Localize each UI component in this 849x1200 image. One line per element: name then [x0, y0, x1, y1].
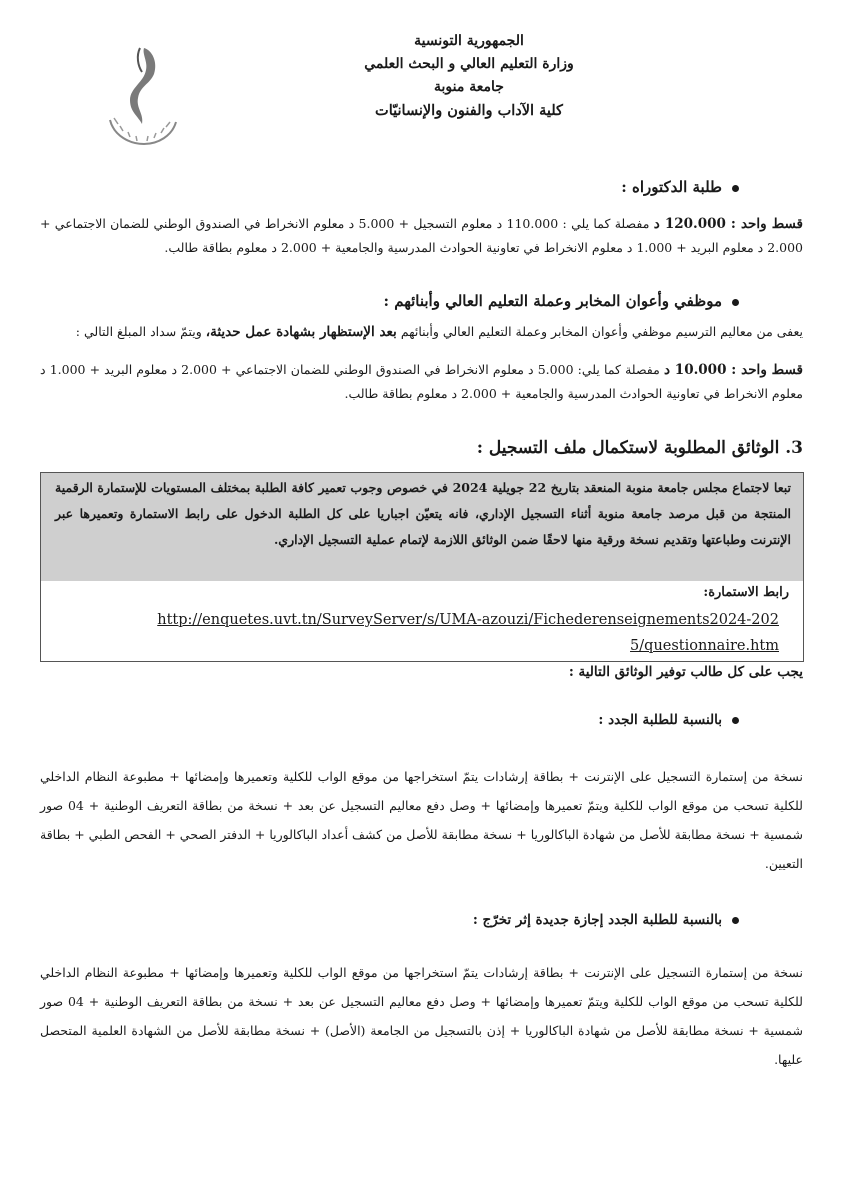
staff-heading-text: موظفي وأعوان المخابر وعملة التعليم العالي وأبنائهم : — [383, 292, 722, 310]
new-students-docs: نسخة من إستمارة التسجيل على الإنترنت + بطاقة إرشادات يتمّ استخراجها من موقع الواب للكلية وتعميرها وإمضائها + مطبوعة النظام الداخلي للكلية تسحب من موقع الواب للكلية ويتمّ تعميرها وإمضائها + وصل دفع معاليم التسجيل عن بعد + نسخة من بطاقة التعريف الوطنية + 04 صور شمسية + نسخة مطابقة للأصل من شهادة الباكالوريا + نسخة مطابقة للأصل من كشف أعداد الباكالوريا + الدفتر الصحي + الفحص الطبي + بطاقة التعيين. — [40, 769, 803, 871]
new-students-heading-text: بالنسبة للطلبة الجدد : — [598, 712, 722, 728]
letterhead — [339, 30, 599, 122]
ministry-name: وزارة التعليم العالي و البحث العلمي — [364, 56, 574, 72]
university-logo — [100, 40, 185, 150]
required-docs-intro: يجب على كل طالب توفير الوثائق التالية : — [568, 664, 803, 680]
doctorate-fees — [40, 212, 803, 260]
form-link-label: رابط الاستمارة: — [703, 585, 789, 600]
new-graduates-heading — [473, 912, 739, 928]
staff-intro-end: ويتمّ سداد المبلغ التالي : — [75, 324, 202, 339]
new-graduates-heading-text: بالنسبة للطلبة الجدد إجازة جديدة إثر تخرّج : — [472, 912, 722, 928]
doctorate-heading — [621, 178, 739, 196]
bullet-icon — [732, 185, 739, 192]
bullet-icon — [732, 299, 739, 306]
faculty-name: كلية الآداب والفنون والإنسانيّات — [375, 102, 563, 119]
staff-intro-bold: بعد الإستظهار بشهادة عمل حديثة، — [205, 324, 397, 340]
bullet-icon — [732, 717, 739, 724]
staff-fees — [40, 358, 803, 406]
doctorate-heading-text: طلبة الدكتوراه : — [621, 178, 722, 196]
staff-intro — [40, 320, 803, 344]
new-graduates-docs: نسخة من إستمارة التسجيل على الإنترنت + بطاقة إرشادات يتمّ استخراجها من موقع الواب للكلية وتعميرها وإمضائها + مطبوعة النظام الداخلي للكلية تسحب من موقع الواب للكلية ويتمّ تعميرها وإمضائها + وصل دفع معاليم التسجيل عن بعد + نسخة من بطاقة التعريف الوطنية + 04 صور شمسية + نسخة مطابقة للأصل من شهادة الباكالوريا + إذن بالتسجيل من الجامعة (الأصل) + نسخة مطابقة للأصل من الشهادة العلمية المتحصل عليها. — [40, 965, 804, 1067]
new-students-heading — [598, 712, 739, 728]
republic-name: الجمهورية التونسية — [414, 33, 524, 49]
notice-text: تبعا لاجتماع مجلس جامعة منوبة المنعقد بتاريخ 22 جويلية 2024 في خصوص وجوب تعمير كافة الطلبة بمختلف المستويات للإستمارة الرقمية المنتجة من قبل مرصد جامعة منوبة أثناء التسجيل الإداري، فانه يتعيّن اجباريا على كل الطلبة الدخول على رابط الاستمارة وتعميرها عبر الإنترنت وطباعتها وتقديم نسخة ورقية منها لاحقًا ضمن الوثائق اللازمة لإتمام عملية التسجيل الإداري. — [55, 480, 792, 547]
doctorate-details: مفصلة كما يلي : 110.000 د معلوم التسجيل + 5.000 د معلوم الانخراط في الصندوق الوطني للضمان الاجتماعي + 2.000 د معلوم البريد + 1.000 د معلوم الانخراط في تعاونية الحوادث المدرسية والجامعية + 2.000 د معلوم بطاقة طالب. — [40, 216, 803, 255]
form-link[interactable]: http://enquetes.uvt.tn/SurveyServer/s/UMA-azouzi/Fichederenseignements2024-2025/questionnaire.htm — [157, 612, 779, 654]
section-title: 3. الوثائق المطلوبة لاستكمال ملف التسجيل : — [476, 438, 803, 458]
staff-intro-text: يعفى من معاليم الترسيم موظفي وأعوان المخابر وعملة التعليم العالي وأبنائهم — [400, 324, 803, 339]
notice-box — [40, 472, 804, 662]
university-name: جامعة منوبة — [434, 79, 504, 95]
doctorate-lead: قسط واحد : 120.000 د — [653, 216, 803, 232]
staff-lead: قسط واحد : 10.000 د — [663, 362, 803, 378]
staff-heading — [383, 292, 739, 310]
bullet-icon — [732, 917, 739, 924]
staff-details: مفصلة كما يلي: 5.000 د معلوم الانخراط في الصندوق الوطني للضمان الاجتماعي + 2.000 د معلوم البريد + 1.000 د معلوم الانخراط في تعاونية الحوادث المدرسية والجامعية + 2.000 د معلوم بطاقة طالب. — [40, 362, 803, 401]
